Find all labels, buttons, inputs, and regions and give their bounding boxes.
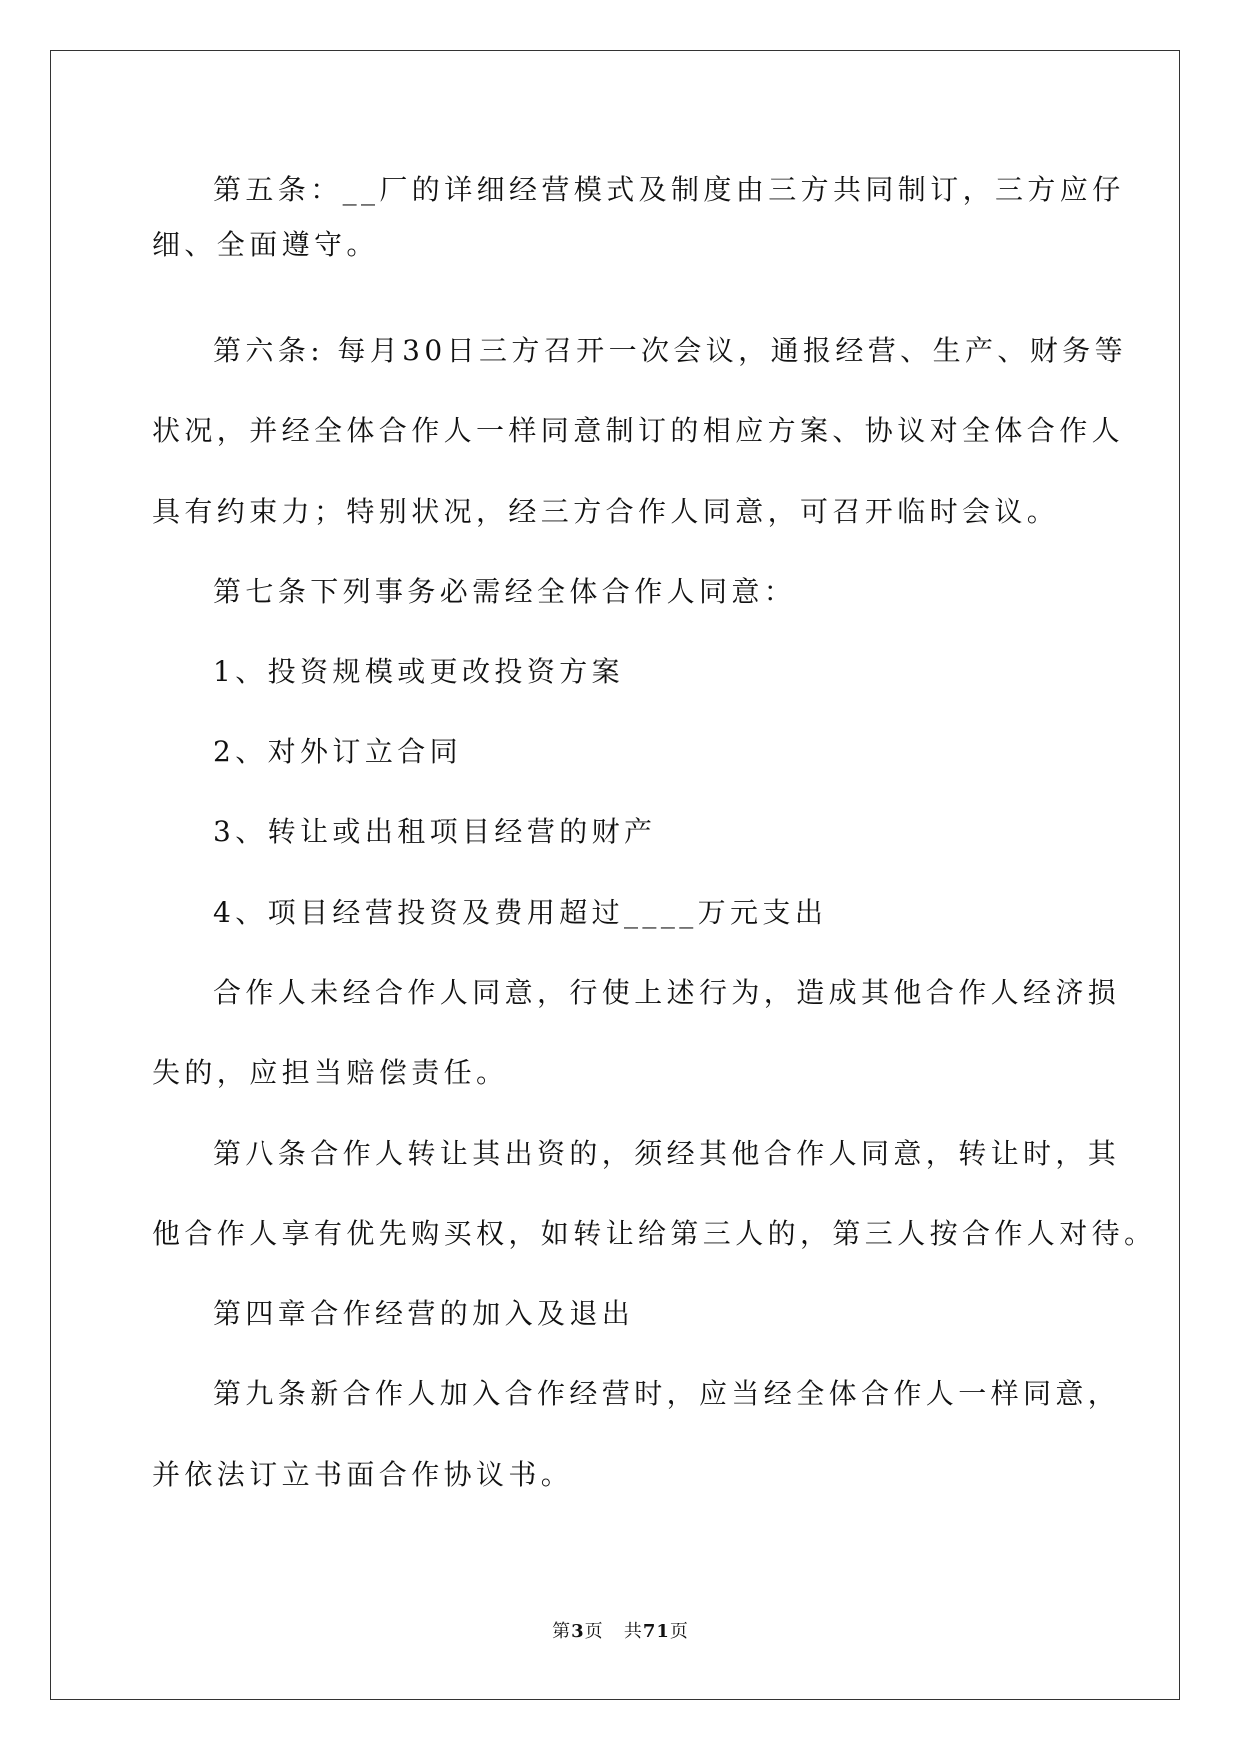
paragraph-line: 细、全面遵守。 bbox=[152, 228, 379, 261]
paragraph-line: 合作人未经合作人同意，行使上述行为，造成其他合作人经济损 bbox=[213, 976, 1121, 1009]
page-border bbox=[50, 50, 1180, 1700]
total-prefix: 共 bbox=[623, 1621, 643, 1642]
list-item: 4、项目经营投资及费用超过____万元支出 bbox=[213, 896, 828, 929]
page-prefix: 第 bbox=[552, 1621, 572, 1642]
page-suffix: 页 bbox=[584, 1621, 604, 1642]
list-item: 1、投资规模或更改投资方案 bbox=[213, 655, 625, 688]
paragraph-line: 并依法订立书面合作协议书。 bbox=[152, 1458, 574, 1491]
paragraph-line: 第五条：__厂的详细经营模式及制度由三方共同制订，三方应仔 bbox=[213, 173, 1125, 206]
page-number: 3 bbox=[571, 1621, 585, 1642]
paragraph-line: 第八条合作人转让其出资的，须经其他合作人同意，转让时，其 bbox=[213, 1137, 1121, 1170]
list-item: 3、转让或出租项目经营的财产 bbox=[213, 815, 657, 848]
chapter-heading: 第四章合作经营的加入及退出 bbox=[213, 1297, 635, 1330]
paragraph-line: 第七条下列事务必需经全体合作人同意： bbox=[213, 575, 797, 608]
list-item: 2、对外订立合同 bbox=[213, 735, 463, 768]
paragraph-line: 第九条新合作人加入合作经营时，应当经全体合作人一样同意， bbox=[213, 1377, 1121, 1410]
paragraph-line: 第六条: 每月30日三方召开一次会议，通报经营、生产、财务等 bbox=[213, 334, 1127, 367]
page-footer bbox=[0, 1617, 1241, 1643]
paragraph-line: 他合作人享有优先购买权，如转让给第三人的，第三人按合作人对待。 bbox=[152, 1217, 1157, 1250]
total-suffix: 页 bbox=[669, 1621, 689, 1642]
paragraph-line: 状况，并经全体合作人一样同意制订的相应方案、协议对全体合作人 bbox=[152, 414, 1125, 447]
total-pages: 71 bbox=[642, 1621, 670, 1642]
paragraph-line: 失的，应担当赔偿责任。 bbox=[152, 1056, 509, 1089]
paragraph-line: 具有约束力；特别状况，经三方合作人同意，可召开临时会议。 bbox=[152, 495, 1060, 528]
